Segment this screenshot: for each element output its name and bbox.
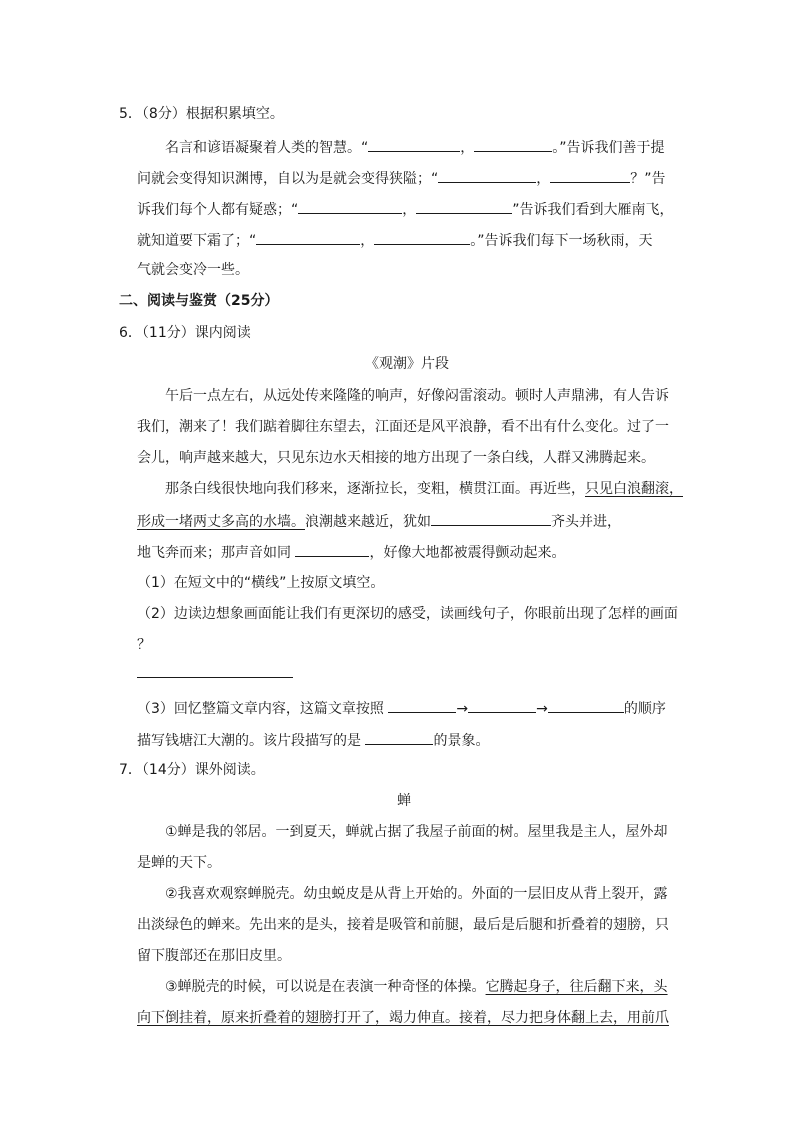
q5-line-3 xyxy=(137,198,674,220)
q5-text: ？”告 xyxy=(630,171,666,187)
answer-line[interactable] xyxy=(137,660,293,678)
fill-blank[interactable] xyxy=(438,167,536,183)
fill-blank[interactable] xyxy=(365,729,433,745)
fill-blank[interactable] xyxy=(295,541,369,557)
q5-text: 。”告诉我们善于提 xyxy=(552,140,665,156)
passage-line: 午后一点左右，从远处传来隆隆的响声，好像闷雷滚动。顿时人声鼎沸，有人告诉 xyxy=(165,388,669,404)
passage-title: 《观潮》片段 xyxy=(365,356,449,372)
sub-question-text: 描写钱塘江大潮的。该片段描写的是 xyxy=(137,733,366,749)
q5-text: 名言和谚语凝聚着人类的智慧。“ xyxy=(165,140,369,156)
q5-text: 诉我们每个人都有疑惑；“ xyxy=(137,202,299,218)
passage-line: ①蝉是我的邻居。一到夏天，蝉就占据了我屋子前面的树。屋里我是主人，屋外却 xyxy=(165,824,668,840)
q5-text: 。”告诉我们每下一场秋雨，天 xyxy=(470,233,653,249)
sub-question-2-cont: ？ xyxy=(137,637,151,653)
fill-blank[interactable] xyxy=(550,167,630,183)
sub-question-3 xyxy=(137,697,666,719)
fill-blank[interactable] xyxy=(388,697,456,713)
fill-blank[interactable] xyxy=(474,136,552,152)
q5-text: ， xyxy=(402,202,417,218)
q5-line-5: 气就会变冷一些。 xyxy=(137,262,249,278)
q5-text: ， xyxy=(536,171,551,187)
passage-line xyxy=(137,510,621,532)
passage-line: 留下腹部还在那旧皮里。 xyxy=(137,948,291,964)
fill-blank[interactable] xyxy=(256,229,360,245)
fill-blank[interactable] xyxy=(374,229,470,245)
underlined-sentence: 向下倒挂着，原来折叠着的翅膀打开了，竭力伸直。接着，尽力把身体翻上去，用前爪 xyxy=(137,1010,669,1026)
arrow: → xyxy=(456,701,469,717)
q5-text: ”告诉我们看到大雁南飞， xyxy=(512,202,674,218)
q5-text: 就知道要下霜了；“ xyxy=(137,233,257,249)
fill-blank[interactable] xyxy=(298,198,402,214)
sub-question-text: 的顺序 xyxy=(623,701,666,717)
q5-text: ， xyxy=(460,140,475,156)
fill-blank[interactable] xyxy=(416,198,512,214)
passage-text: ③蝉脱壳的时候，可以说是在表演一种奇怪的体操。 xyxy=(165,979,486,995)
q5-line-1 xyxy=(165,136,665,158)
passage-line: 会儿，响声越来越大，只见东边水天相接的地方出现了一条白线，人群又沸腾起来。 xyxy=(137,450,655,466)
passage-line: 出淡绿色的蝉来。先出来的是头，接着是吸管和前腿，最后是后腿和折叠着的翅膀，只 xyxy=(137,917,669,933)
underlined-sentence: 只见白浪翻滚， xyxy=(585,481,683,497)
q5-line-4 xyxy=(137,229,653,251)
section-header: 二、阅读与鉴赏（25分） xyxy=(119,293,279,309)
passage-line xyxy=(165,479,683,499)
q5-header: 5．（8分）根据积累填空。 xyxy=(119,106,284,122)
fill-blank[interactable] xyxy=(548,697,624,713)
q7-header: 7．（14分）课外阅读。 xyxy=(119,762,265,778)
q6-header: 6．（11分）课内阅读 xyxy=(119,325,251,341)
passage-title: 蝉 xyxy=(397,793,411,809)
q5-text: ， xyxy=(360,233,375,249)
passage-text: 齐头并进， xyxy=(551,514,621,530)
sub-question-text: （3）回忆整篇文章内容，这篇文章按照 xyxy=(137,701,389,717)
underlined-sentence: 形成一堵两丈多高的水墙。 xyxy=(137,514,305,530)
underlined-sentence: 它腾起身子，往后翻下来，头 xyxy=(485,979,668,995)
passage-line: ②我喜欢观察蝉脱壳。幼虫蜕皮是从背上开始的。外面的一层旧皮从背上裂开，露 xyxy=(165,886,668,902)
sub-question-1: （1）在短文中的“横线”上按原文填空。 xyxy=(137,575,385,591)
passage-line xyxy=(137,541,565,563)
sub-question-3-cont xyxy=(137,729,489,751)
arrow: → xyxy=(536,701,548,717)
passage-line xyxy=(165,977,668,997)
q5-line-2 xyxy=(137,167,666,189)
passage-text: 那条白线很快地向我们移来，逐渐拉长，变粗，横贯江面。再近些， xyxy=(165,481,585,497)
passage-text: ，好像大地都被震得颤动起来。 xyxy=(369,545,566,561)
passage-text: 浪潮越来越近，犹如 xyxy=(305,514,431,530)
passage-line: 我们，潮来了！我们踮着脚往东望去，江面还是风平浪静，看不出有什么变化。过了一 xyxy=(137,419,669,435)
passage-text: 地飞奔而来；那声音如同 xyxy=(137,545,296,561)
fill-blank[interactable] xyxy=(368,136,460,152)
passage-line: 是蝉的天下。 xyxy=(137,855,221,871)
q5-text: 问就会变得知识渊博，自以为是就会变得狭隘；“ xyxy=(137,171,439,187)
fill-blank[interactable] xyxy=(431,510,551,526)
fill-blank[interactable] xyxy=(468,697,536,713)
sub-question-text: 的景象。 xyxy=(433,733,490,749)
sub-question-2: （2）边读边想象画面能让我们有更深切的感受，读画线句子，你眼前出现了怎样的画面 xyxy=(137,606,678,622)
